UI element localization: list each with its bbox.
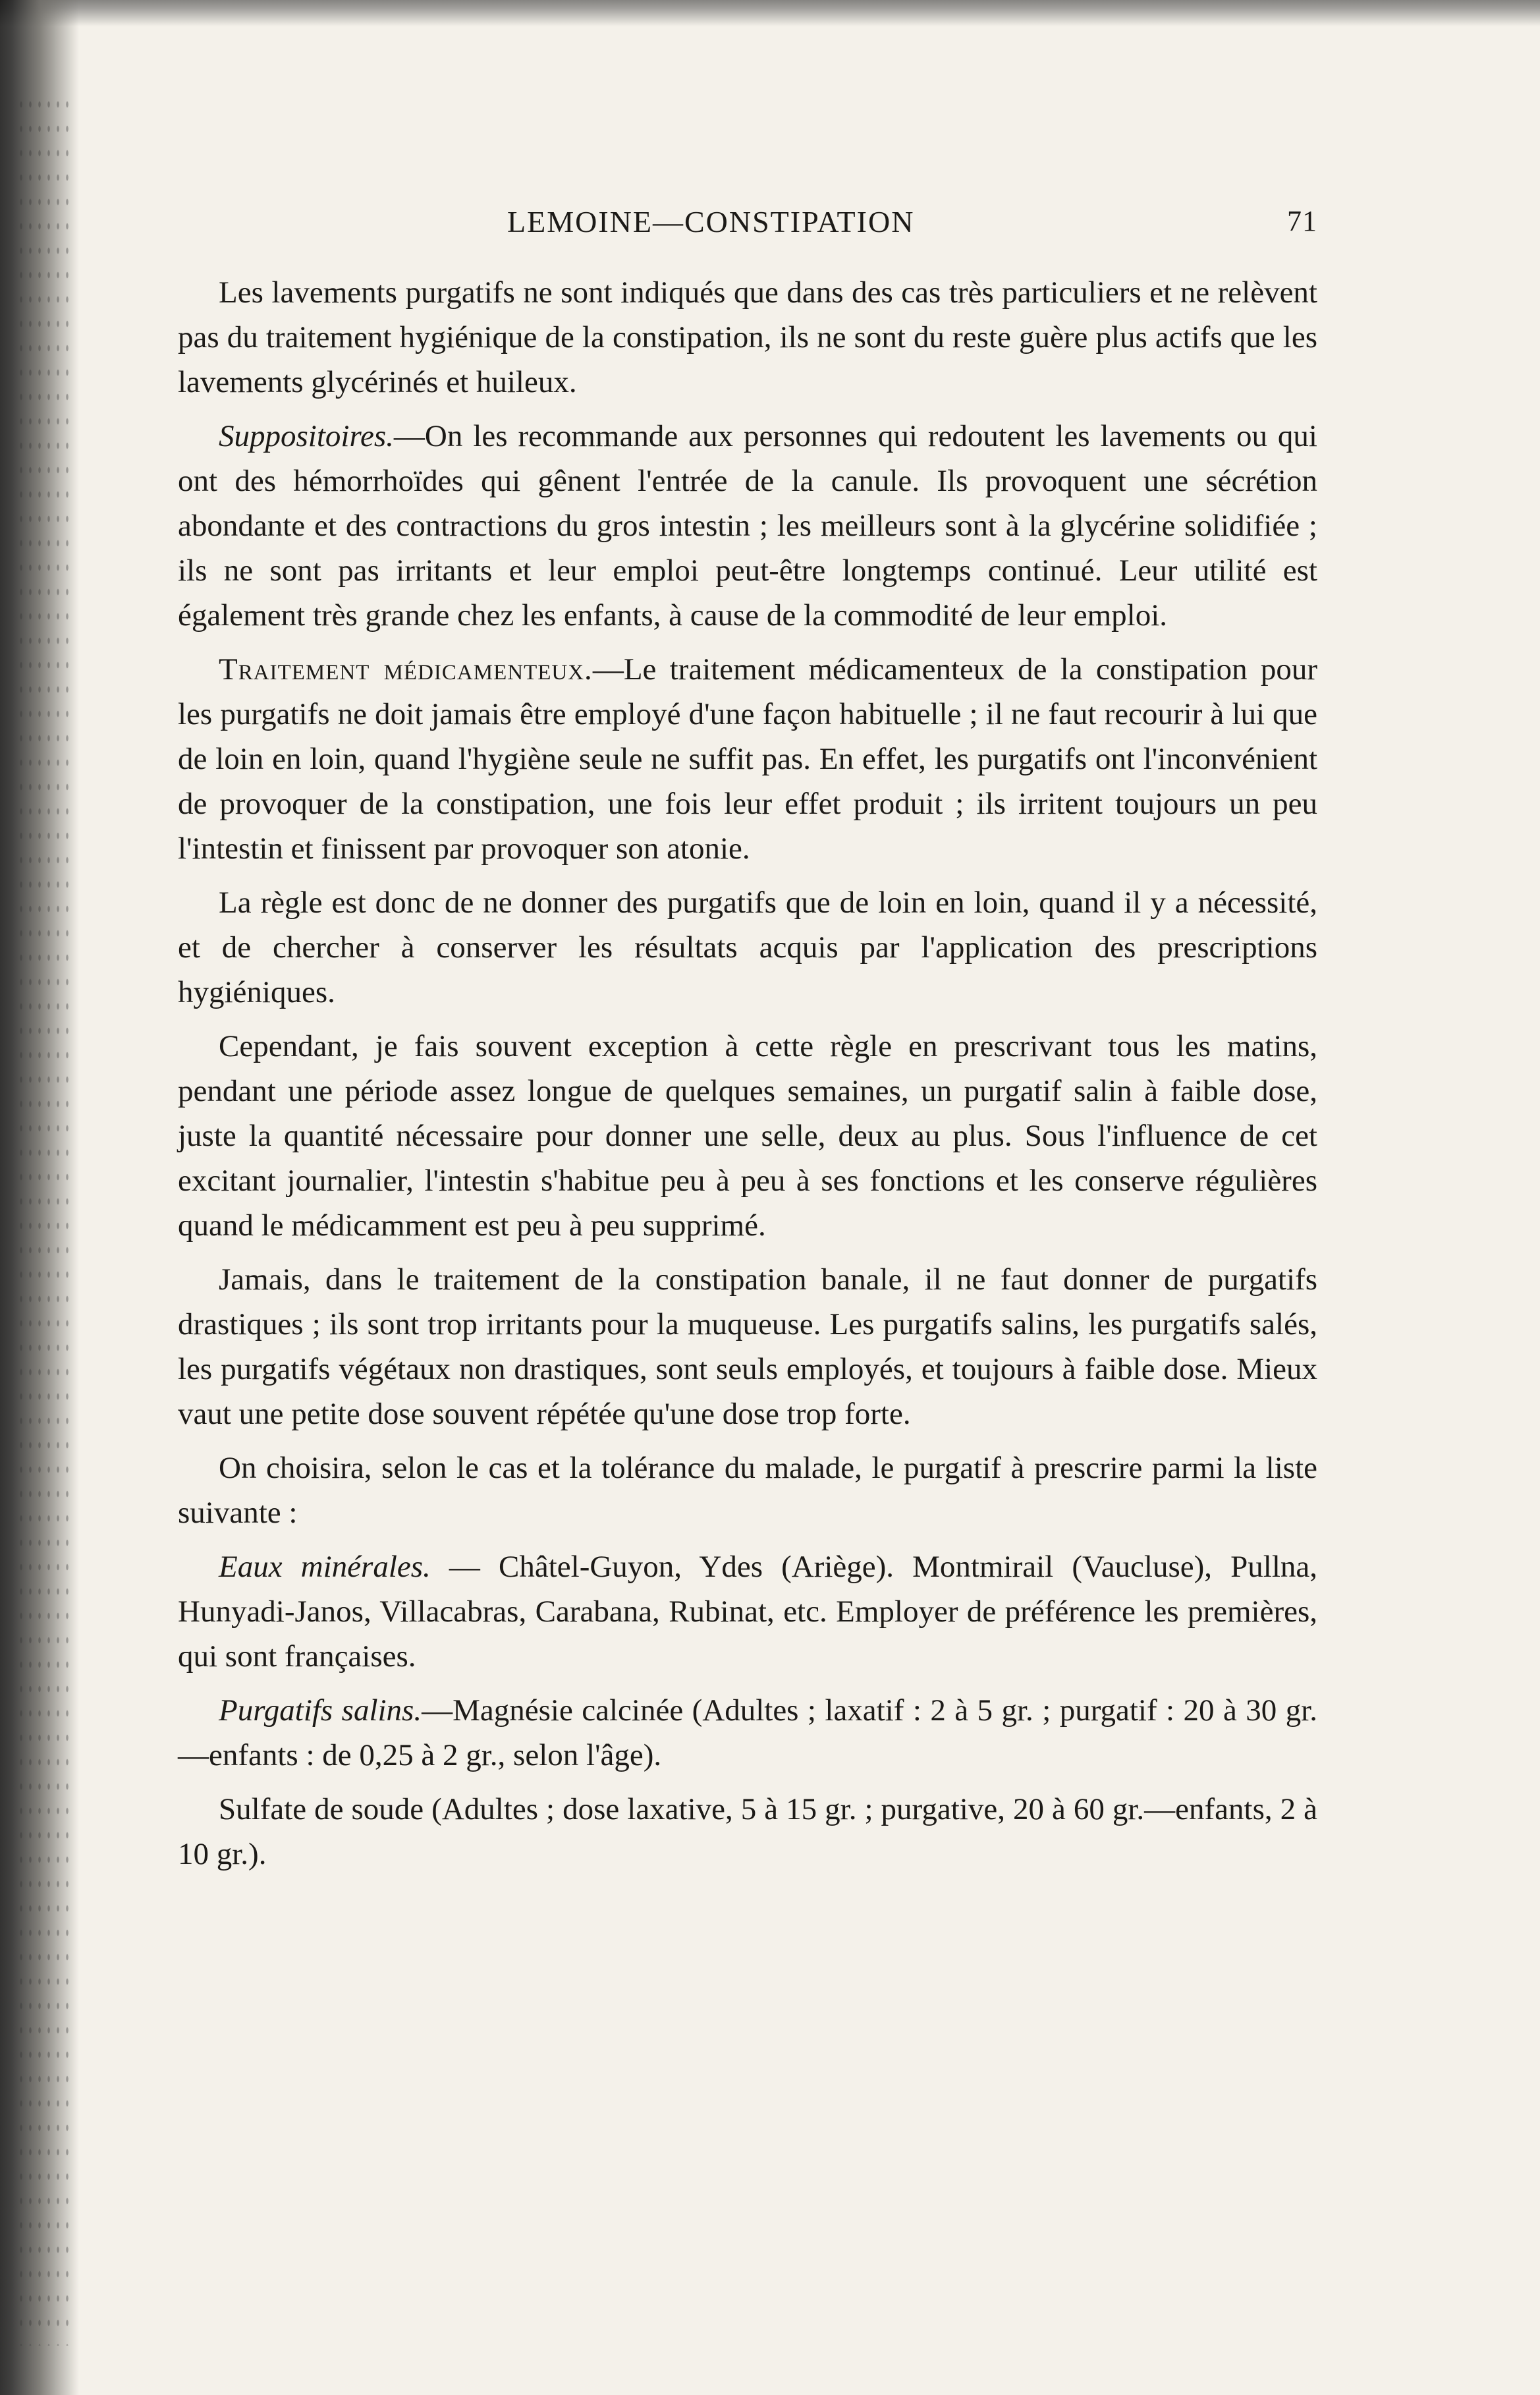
document-page <box>178 184 1317 1886</box>
paragraph <box>178 1544 1317 1679</box>
paragraph-text: —Magnésie calcinée (Adultes ; laxatif : 2 à 5 gr. ; purgatif : 20 à 30 gr.—enfants : de 0,25 à 2 gr., selon l'âge). <box>178 1693 1317 1772</box>
paragraph-text: Cependant, je fais souvent exception à cette règle en prescrivant tous les matins, pendant une période assez longue de quelques semaines, un purgatif salin à faible dose, juste la quantité nécessaire pour donner une selle, deux au plus. Sous l'influence de cet excitant journalier, l'intestin s'habitue peu à peu à ses fonctions et les conserve régulières quand le médicamment est peu à peu supprimé. <box>178 1029 1317 1243</box>
paragraph-text: —On les recommande aux personnes qui redoutent les lavements ou qui ont des hémorrhoïdes qui gênent l'entrée de la canule. Ils provoquent une sécrétion abondante et des contractions du gros intestin ; les meilleurs sont à la glycérine solidifiée ; ils ne sont pas irritants et leur emploi peut-être longtemps continué. Leur utilité est également très grande chez les enfants, à cause de la commodité de leur emploi. <box>178 419 1317 633</box>
running-head: LEMOINE—CONSTIPATION <box>507 205 915 239</box>
paragraph <box>178 1787 1317 1876</box>
paragraph-text: La règle est donc de ne donner des purgatifs que de loin en loin, quand il y a nécessité, et de chercher à conserver les résultats acquis par l'application des prescriptions hygiéniques. <box>178 886 1317 1009</box>
paragraph <box>178 880 1317 1015</box>
paragraph <box>178 1024 1317 1248</box>
page-header <box>178 184 1317 244</box>
paragraph-text: Les lavements purgatifs ne sont indiqués que dans des cas très particuliers et ne relèvent pas du traitement hygiénique de la constipation, ils ne sont du reste guère plus actifs que les lavements glycérinés et huileux. <box>178 275 1317 399</box>
paragraph <box>178 414 1317 638</box>
paragraph <box>178 270 1317 405</box>
paragraph-text: —Le traitement médicamenteux de la constipation pour les purgatifs ne doit jamais être employé d'une façon habituelle ; il ne faut recourir à lui que de loin en loin, quand l'hygiène seule ne suffit pas. En effet, les purgatifs ont l'inconvénient de provoquer de la constipation, une fois leur effet produit ; ils irritent toujours un peu l'intestin et finissent par provoquer son atonie. <box>178 652 1317 866</box>
scan-specks <box>16 92 69 2346</box>
paragraph-lead: Eaux minérales. <box>219 1550 431 1584</box>
scan-top-edge <box>0 0 1540 26</box>
paragraph <box>178 1257 1317 1436</box>
page-number: 71 <box>1287 205 1317 237</box>
body-text <box>178 270 1317 1876</box>
paragraph-lead: Purgatifs salins. <box>219 1693 422 1728</box>
paragraph-text: Jamais, dans le traitement de la constipation banale, il ne faut donner de purgatifs drastiques ; ils sont trop irritants pour la muqueuse. Les purgatifs salins, les purgatifs salés, les purgatifs végétaux non drastiques, sont seuls employés, et toujours à faible dose. Mieux vaut une petite dose souvent répétée qu'une dose trop forte. <box>178 1262 1317 1431</box>
paragraph-lead: Suppositoires. <box>219 419 394 453</box>
paragraph-lead: Traitement médicamenteux. <box>219 652 593 687</box>
paragraph-text: Sulfate de soude (Adultes ; dose laxative, 5 à 15 gr. ; purgative, 20 à 60 gr.—enfants, 2 à 10 gr.). <box>178 1792 1317 1871</box>
paragraph-text: On choisira, selon le cas et la tolérance du malade, le purgatif à prescrire parmi la liste suivante : <box>178 1451 1317 1530</box>
paragraph <box>178 1688 1317 1778</box>
paragraph <box>178 1446 1317 1535</box>
paragraph-text: — Châtel-Guyon, Ydes (Ariège). Montmirail (Vaucluse), Pullna, Hunyadi-Janos, Villacabras, Carabana, Rubinat, etc. Employer de préférence les premières, qui sont françaises. <box>178 1550 1318 1674</box>
paragraph <box>178 647 1317 871</box>
